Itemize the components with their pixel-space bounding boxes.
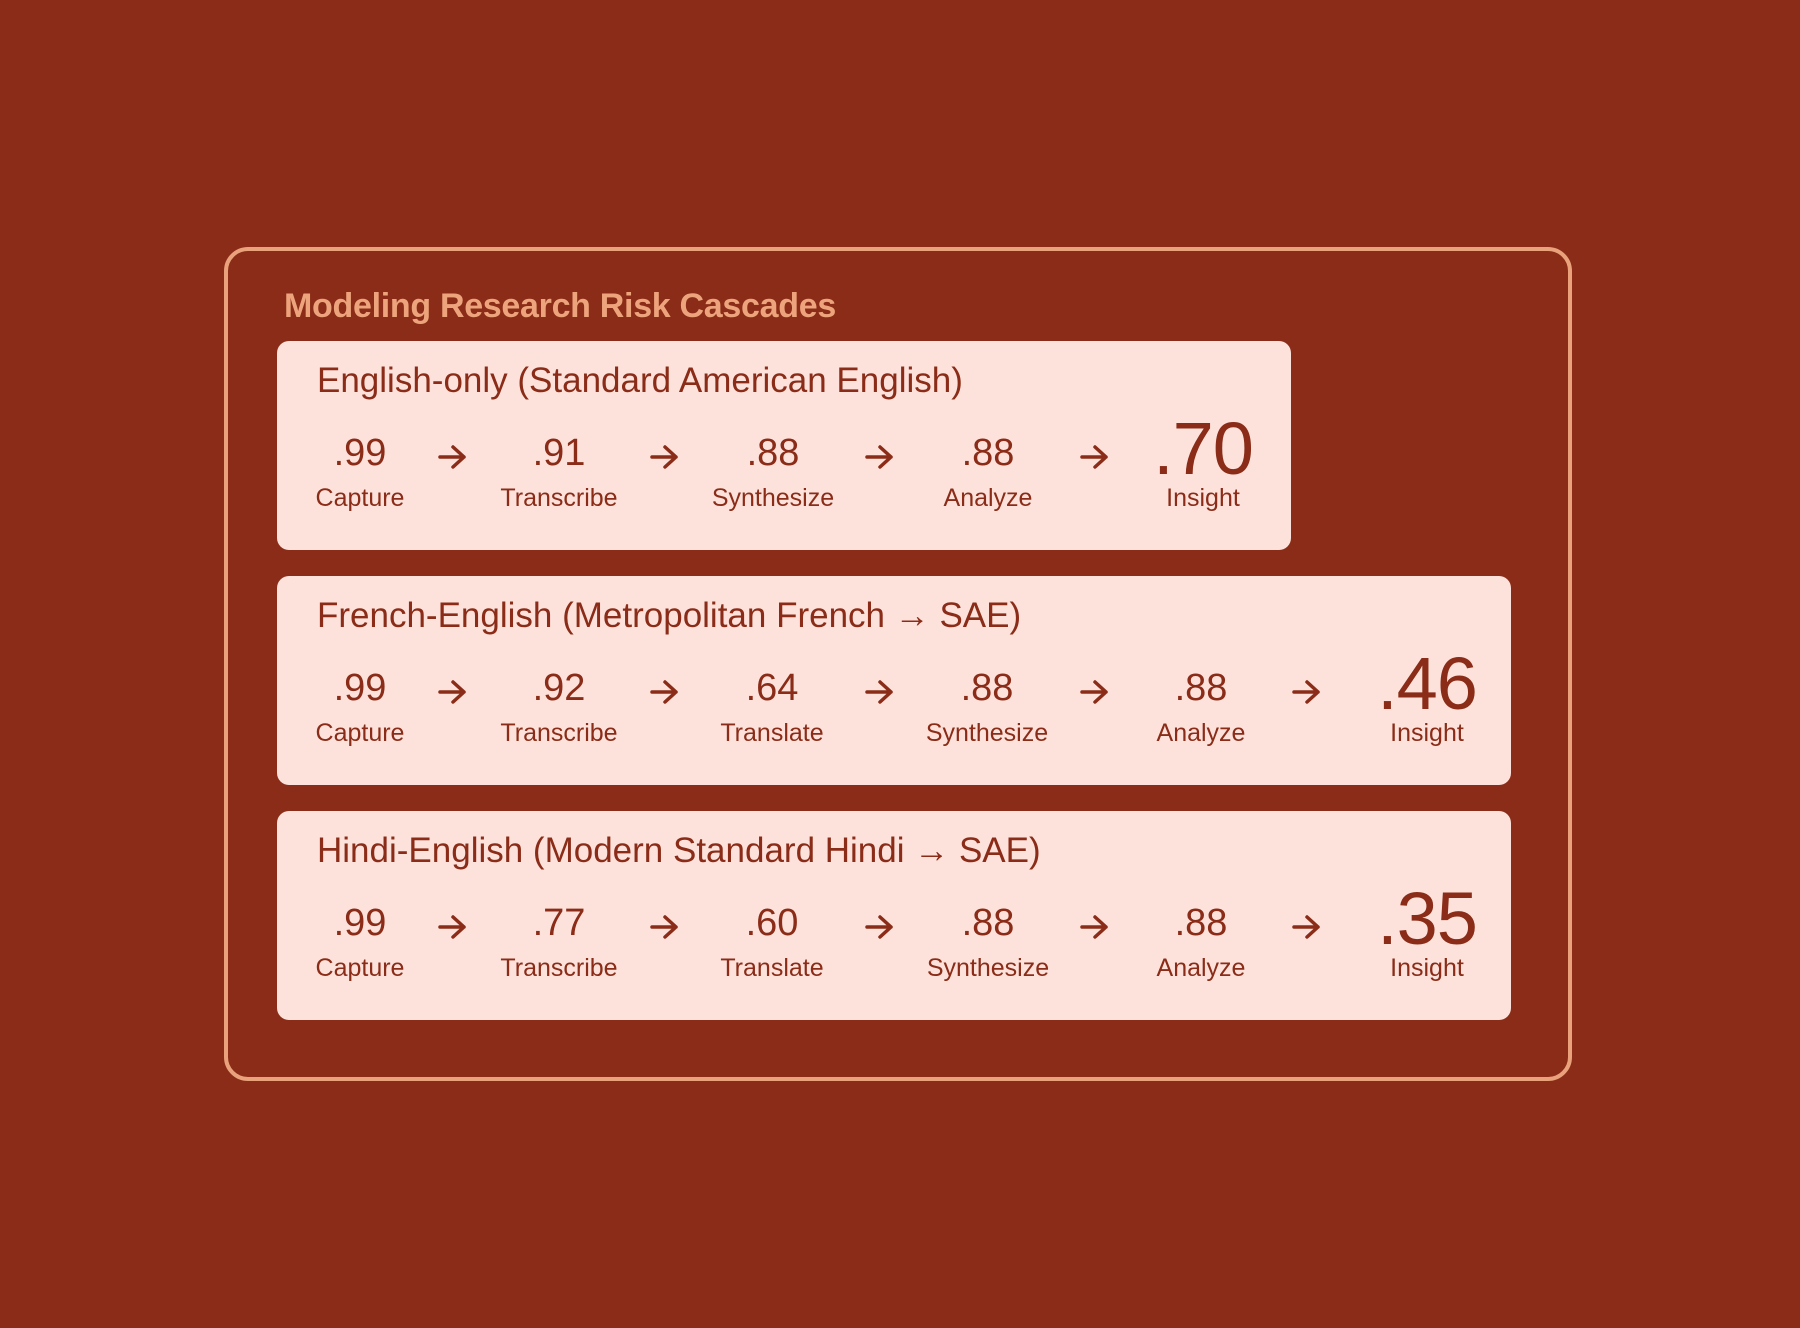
step-value: .99 <box>333 432 387 474</box>
step-value: .91 <box>532 432 586 474</box>
step-value-final: .46 <box>1377 642 1477 725</box>
right-arrow-icon <box>864 913 896 941</box>
step-label: Analyze <box>1156 954 1246 982</box>
right-arrow-icon <box>437 678 469 706</box>
right-arrow-icon <box>864 678 896 706</box>
step-value-final: .35 <box>1377 877 1477 960</box>
cascade-card-hindi <box>277 811 1511 1020</box>
step-value: .92 <box>532 667 586 709</box>
cascade-card-english <box>277 341 1291 550</box>
diagram-title: Modeling Research Risk Cascades <box>284 287 836 325</box>
step-value: .64 <box>745 667 799 709</box>
right-arrow-icon <box>1079 913 1111 941</box>
right-arrow-icon <box>1079 678 1111 706</box>
step-label: Synthesize <box>711 484 835 512</box>
step-label: Synthesize <box>926 954 1050 982</box>
right-arrow-icon <box>649 443 681 471</box>
right-arrow-icon <box>437 913 469 941</box>
step-value: .88 <box>961 902 1015 944</box>
step-label: Translate <box>720 954 824 982</box>
step-label: Insight <box>1390 954 1464 982</box>
step-label: Capture <box>315 719 405 747</box>
right-arrow-icon <box>864 443 896 471</box>
step-label: Analyze <box>943 484 1033 512</box>
right-arrow-icon <box>649 913 681 941</box>
step-value-final: .70 <box>1153 407 1253 490</box>
right-arrow-icon <box>649 678 681 706</box>
step-label: Transcribe <box>500 484 618 512</box>
cascade-title: English-only (Standard American English) <box>317 361 963 400</box>
step-value: .88 <box>746 432 800 474</box>
step-label: Insight <box>1166 484 1240 512</box>
step-value: .99 <box>333 667 387 709</box>
step-value: .88 <box>960 667 1014 709</box>
step-label: Translate <box>720 719 824 747</box>
step-value: .60 <box>745 902 799 944</box>
step-value: .99 <box>333 902 387 944</box>
step-label: Capture <box>315 484 405 512</box>
step-label: Transcribe <box>500 719 618 747</box>
step-label: Analyze <box>1156 719 1246 747</box>
cascade-card-french <box>277 576 1511 785</box>
step-value: .88 <box>1174 667 1228 709</box>
step-value: .77 <box>532 902 586 944</box>
step-label: Capture <box>315 954 405 982</box>
cascade-title: French-English (Metropolitan French → SAE) <box>317 596 1022 635</box>
right-arrow-icon <box>437 443 469 471</box>
step-label: Insight <box>1390 719 1464 747</box>
step-label: Synthesize <box>925 719 1049 747</box>
step-label: Transcribe <box>500 954 618 982</box>
cascade-title: Hindi-English (Modern Standard Hindi → SAE) <box>317 831 1041 870</box>
right-arrow-icon <box>1291 913 1323 941</box>
step-value: .88 <box>961 432 1015 474</box>
right-arrow-icon <box>1291 678 1323 706</box>
right-arrow-icon <box>1079 443 1111 471</box>
step-value: .88 <box>1174 902 1228 944</box>
